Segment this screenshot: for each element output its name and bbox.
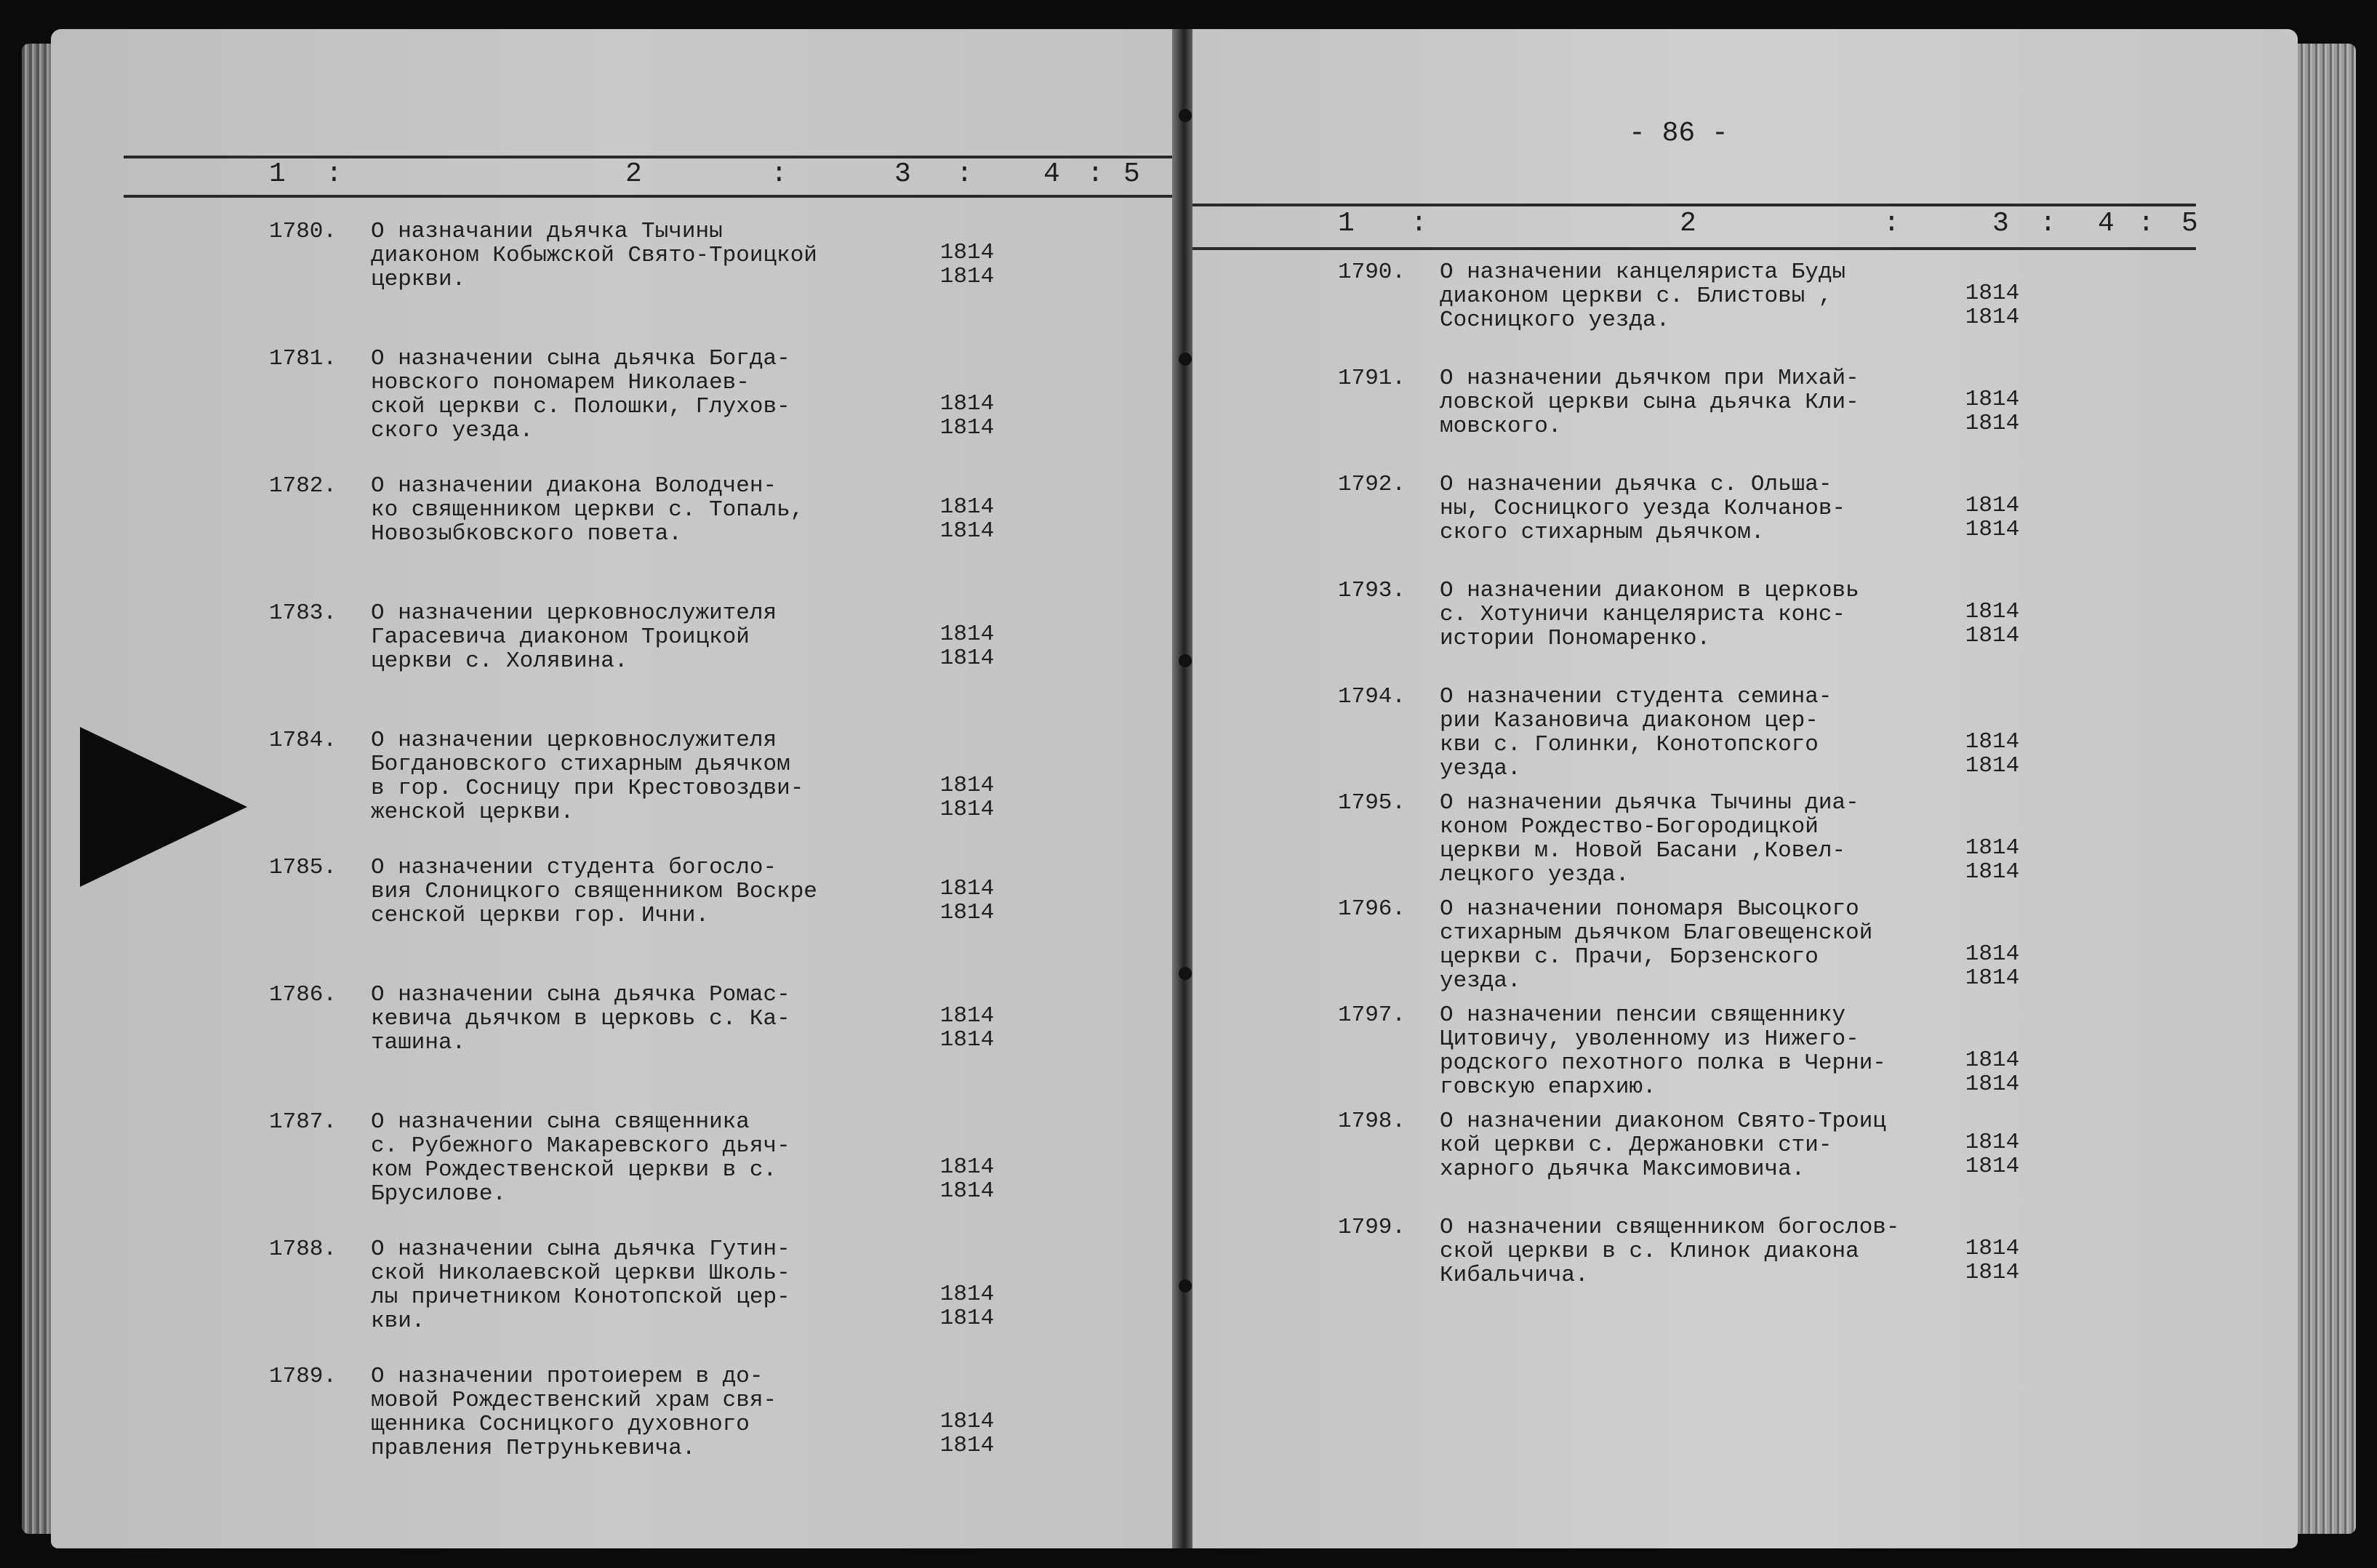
entry-years [923, 241, 1011, 289]
entry-line: уезда. [1440, 756, 1521, 781]
entry-number: 1792. [1338, 472, 1406, 497]
entry-year: 1814 [939, 518, 995, 544]
entry-years [1949, 281, 2036, 329]
entry-line: О назначении дьячка с. Ольша- [1440, 472, 1832, 497]
entry-years [1949, 600, 2036, 648]
entry-year: 1814 [1965, 965, 2020, 991]
column-number: : [2040, 208, 2058, 239]
column-number: 5 [2181, 208, 2200, 239]
entry-year: 1814 [1965, 305, 2020, 330]
entry-line: ловской церкви сына дьячка Кли- [1440, 390, 1859, 415]
entry-year: 1814 [1965, 623, 2020, 648]
entry-line: ского уезда. [371, 418, 534, 443]
entry-line: с. Рубежного Макаревского дьяч- [371, 1133, 790, 1159]
entry-years [1949, 1048, 2036, 1096]
header-top-rule [1192, 204, 2196, 206]
entry-line: родского пехотного полка в Черни- [1440, 1050, 1886, 1076]
entry-year: 1814 [939, 797, 995, 822]
entry-year: 1814 [939, 900, 995, 925]
entry-line: новского пономарем Николаев- [371, 370, 750, 395]
entry-line: диаконом Кобыжской Свято-Троицкой [371, 243, 817, 268]
entry-description [371, 1110, 790, 1206]
entry-year: 1814 [1965, 1154, 2020, 1179]
entry-description [1440, 1215, 1900, 1287]
entry-line: О назначении сына дьячка Гутин- [371, 1237, 790, 1262]
entry-number: 1780. [269, 219, 337, 244]
entry-description [1440, 791, 1859, 887]
entry-number: 1781. [269, 346, 337, 371]
entry-line: харного дьячка Максимовича. [1440, 1157, 1805, 1182]
entry-year: 1814 [1965, 599, 2020, 624]
entry-years [923, 495, 1011, 543]
column-number: : [1883, 208, 1901, 239]
entry-years [923, 773, 1011, 821]
column-number: 1 [269, 158, 287, 190]
entry-line: лы причетником Конотопской цер- [371, 1284, 790, 1310]
binding-hole [1179, 1279, 1192, 1292]
entry-year: 1814 [1965, 1048, 2020, 1073]
entry-number: 1787. [269, 1109, 337, 1135]
entry-number: 1799. [1338, 1215, 1406, 1240]
right-page [1192, 29, 2298, 1548]
entry-description [1440, 685, 1832, 781]
entry-years [923, 877, 1011, 925]
entry-description [371, 1237, 790, 1333]
entry-line: О назначании дьячка Тычины [371, 219, 723, 244]
entry-year: 1814 [939, 773, 995, 798]
entry-line: О назначении пономаря Высоцкого [1440, 896, 1859, 922]
entry-description [1440, 366, 1859, 438]
entry-years [1949, 836, 2036, 884]
entry-year: 1814 [939, 240, 995, 265]
binding-hole [1179, 654, 1192, 667]
entry-description [1440, 1109, 1886, 1181]
column-number: : [1411, 208, 1429, 239]
right-page-edges [2298, 44, 2356, 1534]
entry-year: 1814 [939, 1409, 995, 1434]
column-number: : [956, 158, 974, 190]
entry-year: 1814 [939, 1027, 995, 1053]
entry-description [1440, 897, 1872, 993]
entry-line: ко священником церкви с. Топаль, [371, 497, 804, 523]
entry-year: 1814 [1965, 1130, 2020, 1155]
entry-year: 1814 [1965, 941, 2020, 967]
entry-number: 1795. [1338, 790, 1406, 816]
entry-line: Новозыбковского повета. [371, 521, 682, 547]
entry-line: О назначении дьячком при Михай- [1440, 366, 1859, 391]
entry-year: 1814 [1965, 859, 2020, 885]
entry-year: 1814 [1965, 493, 2020, 518]
entry-description [1440, 473, 1845, 544]
entry-line: мовой Рождественский храм свя- [371, 1388, 777, 1413]
entry-line: О назначении протоиерем в до- [371, 1364, 763, 1389]
column-number: 2 [1680, 208, 1698, 239]
entry-line: О назначении пенсии священнику [1440, 1002, 1846, 1028]
entry-years [923, 622, 1011, 670]
entry-line: ского стихарным дьячком. [1440, 520, 1765, 545]
entry-year: 1814 [939, 646, 995, 671]
column-number: 3 [1992, 208, 2011, 239]
entry-line: Цитовичу, уволенному из Нижего- [1440, 1026, 1859, 1052]
entry-years [923, 392, 1011, 440]
entry-year: 1814 [939, 494, 995, 520]
entry-description [371, 474, 803, 546]
entry-description [1440, 1003, 1886, 1099]
entry-line: сенской церкви гор. Ични. [371, 903, 710, 928]
entry-description [371, 601, 777, 673]
entry-years [1949, 942, 2036, 990]
entry-year: 1814 [939, 1306, 995, 1331]
binding-hole [1179, 967, 1192, 980]
entry-line: говскую епархию. [1440, 1074, 1656, 1100]
entry-years [923, 1155, 1011, 1203]
entry-year: 1814 [939, 1433, 995, 1458]
entry-year: 1814 [1965, 753, 2020, 779]
column-number: : [2138, 208, 2156, 239]
entry-line: кой церкви с. Держановки сти- [1440, 1133, 1832, 1158]
column-number: 1 [1338, 208, 1356, 239]
binding-hole [1179, 353, 1192, 366]
entry-line: правления Петрунькевича. [371, 1436, 696, 1461]
torn-page-area [80, 727, 247, 887]
entry-description [371, 856, 817, 928]
column-number: 5 [1123, 158, 1142, 190]
entry-year: 1814 [939, 391, 995, 417]
entry-line: церкви с. Холявина. [371, 648, 628, 674]
entry-line: О назначении церковнослужителя [371, 600, 777, 626]
entry-years [1949, 1130, 2036, 1178]
entry-line: О назначении диаконом Свято-Троиц [1440, 1109, 1886, 1134]
entry-line: ской Николаевской церкви Школь- [371, 1261, 790, 1286]
entry-year: 1814 [939, 1178, 995, 1204]
entry-years [923, 1004, 1011, 1052]
entry-line: церкви с. Прачи, Борзенского [1440, 944, 1819, 970]
entry-line: ской церкви с. Полошки, Глухов- [371, 394, 790, 419]
entry-years [1949, 494, 2036, 542]
entry-description [371, 220, 817, 292]
entry-year: 1814 [1965, 411, 2020, 436]
entry-line: ком Рождественской церкви в с. [371, 1157, 777, 1183]
open-book [51, 29, 2334, 1548]
entry-line: женской церкви. [371, 800, 574, 825]
entry-line: Гарасевича диаконом Троицкой [371, 624, 750, 650]
entry-line: церкви. [371, 267, 466, 292]
entry-line: лецкого уезда. [1440, 862, 1630, 888]
entry-number: 1789. [269, 1364, 337, 1389]
entry-number: 1786. [269, 982, 337, 1008]
entry-line: ской церкви в с. Клинок диакона [1440, 1239, 1859, 1264]
entry-line: О назначении студента богосло- [371, 855, 777, 880]
entry-number: 1782. [269, 473, 337, 499]
entry-number: 1796. [1338, 896, 1406, 922]
entry-years [1949, 387, 2036, 435]
entry-year: 1814 [939, 264, 995, 289]
entry-line: коном Рождество-Богородицкой [1440, 814, 1819, 840]
column-number: 2 [625, 158, 644, 190]
entry-line: О назначении диаконом в церковь [1440, 578, 1859, 603]
entry-year: 1814 [1965, 387, 2020, 412]
binding-hole [1179, 109, 1192, 122]
entry-line: стихарным дьячком Благовещенской [1440, 920, 1873, 946]
entry-year: 1814 [939, 415, 995, 441]
entry-line: кви с. Голинки, Конотопского [1440, 732, 1819, 757]
entry-number: 1791. [1338, 366, 1406, 391]
entry-line: диаконом церкви с. Блистовы , [1440, 284, 1832, 309]
entry-line: церкви м. Новой Басани ,Ковел- [1440, 838, 1846, 864]
entry-number: 1798. [1338, 1109, 1406, 1134]
header-bottom-rule [124, 195, 1178, 198]
entry-line: Сосницкого уезда. [1440, 307, 1670, 333]
entry-line: О назначении канцеляриста Буды [1440, 260, 1846, 285]
entry-number: 1790. [1338, 260, 1406, 285]
entry-line: в гор. Сосницу при Крестовоздви- [371, 776, 804, 801]
entry-description [371, 983, 790, 1055]
header-bottom-rule [1192, 247, 2196, 250]
entry-line: О назначении дьячка Тычины диа- [1440, 790, 1859, 816]
entry-line: щенника Сосницкого духовного [371, 1412, 750, 1437]
entry-line: истории Пономаренко. [1440, 626, 1711, 651]
entry-description [371, 1364, 777, 1460]
entry-line: О назначении сына дьячка Ромас- [371, 982, 790, 1008]
entry-line: О назначении сына священника [371, 1109, 750, 1135]
entry-year: 1814 [939, 1154, 995, 1180]
entry-number: 1797. [1338, 1002, 1406, 1028]
entry-number: 1793. [1338, 578, 1406, 603]
entry-year: 1814 [939, 1282, 995, 1307]
entry-number: 1785. [269, 855, 337, 880]
entry-line: уезда. [1440, 968, 1521, 994]
entry-year: 1814 [1965, 281, 2020, 306]
entry-year: 1814 [939, 876, 995, 901]
entry-year: 1814 [1965, 835, 2020, 861]
entry-number: 1788. [269, 1237, 337, 1262]
column-number: : [326, 158, 344, 190]
column-number: 3 [894, 158, 913, 190]
entry-line: Брусилове. [371, 1181, 507, 1207]
entry-line: с. Хотуничи канцеляриста конс- [1440, 602, 1846, 627]
entry-number: 1784. [269, 728, 337, 753]
entry-year: 1814 [939, 622, 995, 647]
entry-description [1440, 579, 1859, 651]
entry-year: 1814 [1965, 1260, 2020, 1285]
entry-line: О назначении священником богослов- [1440, 1215, 1900, 1240]
entry-years [1949, 730, 2036, 778]
entry-years [923, 1410, 1011, 1458]
entry-year: 1814 [1965, 1072, 2020, 1097]
entry-line: рии Казановича диаконом цер- [1440, 708, 1819, 733]
entry-line: О назначении церковнослужителя [371, 728, 777, 753]
entry-description [1440, 260, 1845, 332]
entry-line: О назначении сына дьячка Богда- [371, 346, 790, 371]
entry-year: 1814 [1965, 729, 2020, 755]
column-number: : [771, 158, 789, 190]
entry-line: мовского. [1440, 414, 1562, 439]
entry-years [1949, 1237, 2036, 1284]
entry-line: О назначении студента семина- [1440, 684, 1832, 709]
entry-line: вия Слоницкого священником Воскре [371, 879, 817, 904]
entry-line: Кибальчича. [1440, 1263, 1589, 1288]
entry-number: 1794. [1338, 684, 1406, 709]
entry-line: кевича дьячком в церковь с. Ка- [371, 1006, 790, 1032]
entry-line: ташина. [371, 1030, 466, 1056]
column-number: 4 [2098, 208, 2116, 239]
entry-years [923, 1282, 1011, 1330]
entry-line: ны, Сосницкого уезда Колчанов- [1440, 496, 1846, 521]
page-number: - 86 - [1629, 118, 1728, 149]
entry-description [371, 347, 790, 443]
entry-year: 1814 [1965, 517, 2020, 542]
entry-description [371, 728, 803, 824]
entry-line: кви. [371, 1308, 425, 1334]
column-number: 4 [1043, 158, 1062, 190]
entry-line: О назначении диакона Володчен- [371, 473, 777, 499]
entry-number: 1783. [269, 600, 337, 626]
entry-year: 1814 [939, 1003, 995, 1029]
column-number: : [1087, 158, 1105, 190]
entry-line: Богдановского стихарным дьячком [371, 752, 790, 777]
entry-year: 1814 [1965, 1236, 2020, 1261]
